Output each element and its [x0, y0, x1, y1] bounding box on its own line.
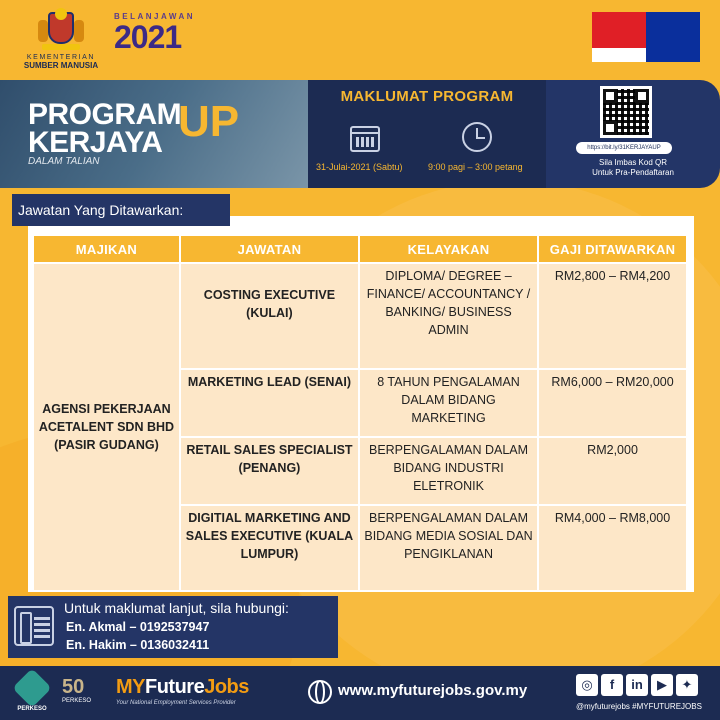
instagram-icon[interactable]: ◎ [576, 674, 598, 696]
qr-block [546, 80, 720, 188]
program-banner [0, 80, 720, 188]
salary-cell: RM6,000 – RM20,000 [539, 370, 686, 436]
position-cell: DIGITIAL MARKETING AND SALES EXECUTIVE (KUALA LUMPUR) [181, 506, 358, 590]
qr-caption: Untuk Pra-Pendaftaran [592, 168, 674, 177]
position-cell: RETAIL SALES SPECIALIST (PENANG) [181, 438, 358, 504]
salary-cell: RM2,800 – RM4,200 [539, 264, 686, 368]
linkedin-icon[interactable]: in [626, 674, 648, 696]
johor-flag-icon [592, 12, 700, 62]
ministry-line1: KEMENTERIAN [26, 54, 96, 61]
calendar-icon [350, 126, 380, 152]
social-icons [576, 674, 716, 698]
budget-label: BELANJAWAN [114, 12, 196, 21]
header-position: JAWATAN [181, 236, 358, 262]
social-handle: @myfuturejobs #MYFUTUREJOBS [576, 702, 702, 711]
contact-person[interactable]: En. Akmal – 0192537947 [66, 620, 210, 634]
qualification-cell: DIPLOMA/ DEGREE – FINANCE/ ACCOUNTANCY / BANKING/ BUSINESS ADMIN [360, 264, 537, 368]
brand-tagline: Your National Employment Services Provider [116, 700, 236, 706]
brand-part: Future [145, 676, 205, 698]
header-qualification: KELAYAKAN [360, 236, 537, 262]
qualification-cell: 8 TAHUN PENGALAMAN DALAM BIDANG MARKETING [360, 370, 537, 436]
brand-part: Jobs [204, 676, 249, 698]
program-word1: PROGRAM [28, 98, 182, 131]
salary-cell: RM4,000 – RM8,000 [539, 506, 686, 590]
perkeso-logo [12, 674, 52, 714]
program-title-block [0, 80, 308, 188]
contact-title: Untuk maklumat lanjut, sila hubungi: [64, 600, 289, 616]
website-link[interactable]: www.myfuturejobs.gov.my [338, 682, 528, 699]
jobs-table [32, 234, 688, 592]
registration-link[interactable]: https://bit.ly/31KERJAYAUP [576, 142, 672, 154]
facebook-icon[interactable]: f [601, 674, 623, 696]
employer-cell: AGENSI PEKERJAAN ACETALENT SDN BHD (PASIR GUDANG) [34, 264, 179, 590]
globe-icon [308, 680, 332, 704]
twitter-icon[interactable]: ✦ [676, 674, 698, 696]
crest-icon [38, 8, 84, 50]
jobs-card [28, 216, 694, 592]
qr-code-icon[interactable] [600, 86, 652, 138]
program-date: 31-Julai-2021 (Sabtu) [316, 162, 403, 172]
contact-person[interactable]: En. Hakim – 0136032411 [66, 638, 210, 652]
salary-cell: RM2,000 [539, 438, 686, 504]
program-info-title: MAKLUMAT PROGRAM [340, 88, 514, 105]
position-cell: MARKETING LEAD (SENAI) [181, 370, 358, 436]
phone-icon [14, 606, 54, 646]
clock-icon [462, 122, 492, 152]
youtube-icon[interactable]: ▶ [651, 674, 673, 696]
ministry-line2: SUMBER MANUSIA [23, 61, 99, 70]
header-employer: MAJIKAN [34, 236, 179, 262]
ministry-logo [18, 8, 104, 74]
table-row [34, 264, 686, 368]
brand-part: MY [116, 676, 145, 698]
perkeso50-text: PERKESO [62, 698, 92, 704]
program-word2: KERJAYA [28, 126, 163, 159]
perkeso-text: PERKESO [17, 706, 47, 712]
qr-caption: Sila Imbas Kod QR [598, 158, 668, 167]
qualification-cell: BERPENGALAMAN DALAM BIDANG INDUSTRI ELETRONIK [360, 438, 537, 504]
perkeso50-logo [62, 676, 102, 710]
contact-box [8, 596, 338, 658]
program-subtitle: DALAM TALIAN [28, 156, 100, 167]
myfuturejobs-logo [116, 676, 286, 712]
program-time: 9:00 pagi – 3:00 petang [428, 162, 523, 172]
budget-year: 2021 [114, 19, 182, 55]
program-up: UP [178, 97, 240, 146]
section-label [12, 194, 230, 226]
section-label-text: Jawatan Yang Ditawarkan: [18, 202, 184, 218]
position-cell: COSTING EXECUTIVE (KULAI) [181, 264, 358, 368]
qualification-cell: BERPENGALAMAN DALAM BIDANG MEDIA SOSIAL DAN PENGIKLANAN [360, 506, 537, 590]
perkeso50-number: 50 [62, 676, 85, 698]
perkeso-icon [12, 668, 52, 708]
footer [0, 666, 720, 720]
program-info [308, 80, 546, 188]
budget-logo [114, 12, 204, 62]
top-logos [0, 0, 720, 80]
header-salary: GAJI DITAWARKAN [539, 236, 686, 262]
